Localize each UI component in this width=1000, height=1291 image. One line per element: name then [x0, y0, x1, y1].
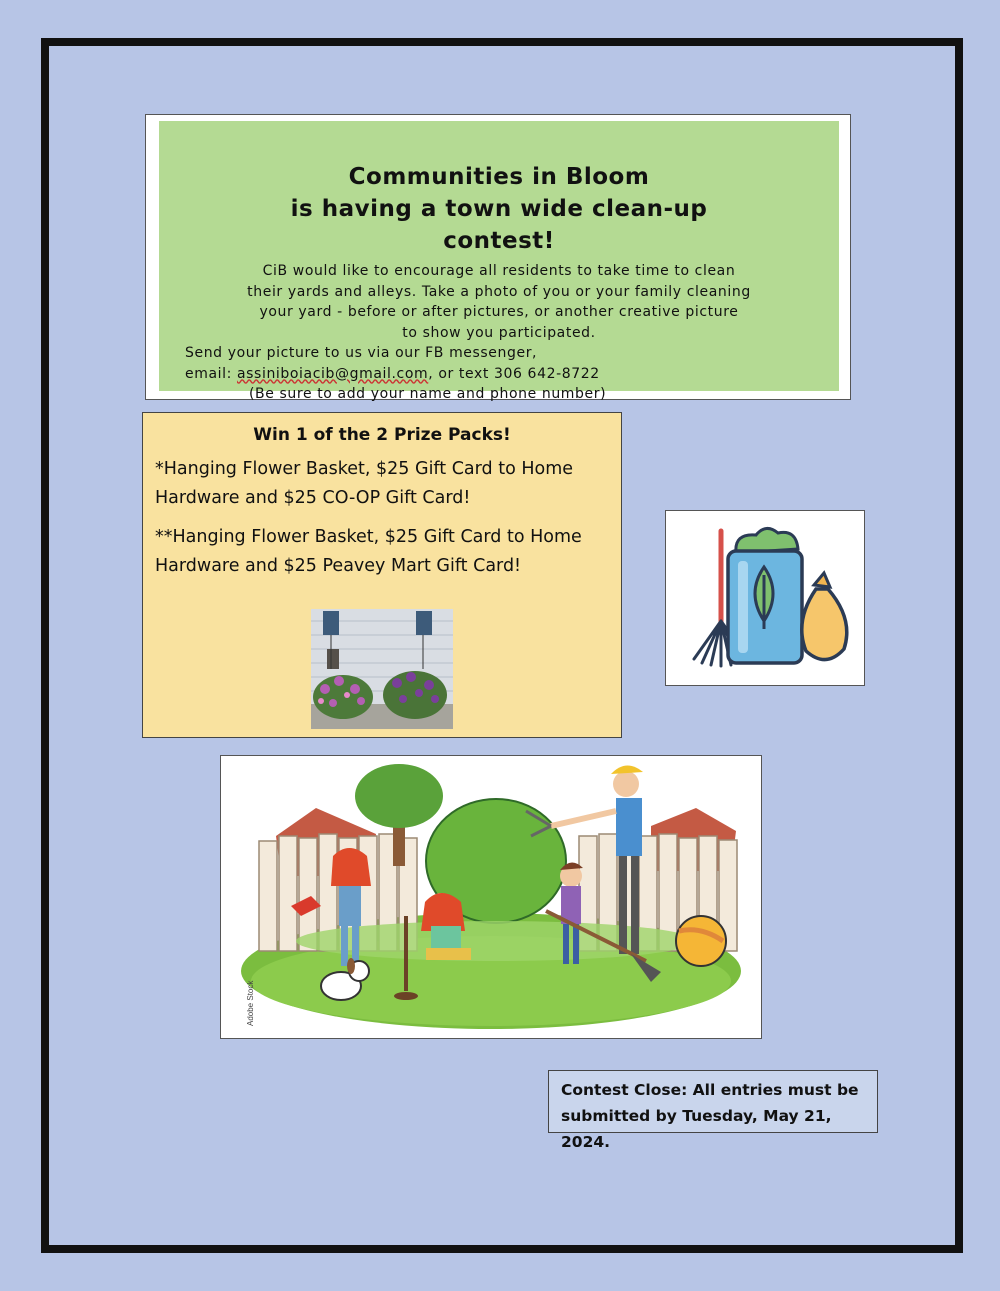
contest-banner: [145, 114, 851, 400]
banner-title: [159, 161, 839, 257]
cleanup-scene-art: [221, 756, 761, 1038]
banner-body: [159, 261, 839, 405]
phone-text: , or text 306 642-8722: [428, 365, 600, 382]
title-line-2: is having a town wide clean-up: [290, 196, 708, 222]
body-line-1: CiB would like to encourage all residents to take time to clean: [262, 263, 736, 279]
title-line-1: Communities in Bloom: [348, 164, 650, 190]
body-line-2: their yards and alleys. Take a photo of you or your family cleaning: [247, 283, 751, 300]
title-line-3: contest!: [443, 228, 555, 254]
prize-pack-1: *Hanging Flower Basket, $25 Gift Card to Home Hardware and $25 CO-OP Gift Card!: [155, 459, 574, 508]
family-yard-cleanup-illustration: [220, 755, 762, 1039]
banner-panel: [159, 121, 839, 402]
send-line: Send your picture to us via our FB messenger,: [185, 345, 538, 361]
close-line-1: Contest Close: All entries must be: [561, 1081, 859, 1099]
prize-pack-2: **Hanging Flower Basket, $25 Gift Card to Home Hardware and $25 Peavey Mart Gift Card!: [155, 527, 582, 576]
body-line-3: your yard - before or after pictures, or another creative picture: [259, 304, 739, 320]
close-line-2: submitted by Tuesday, May 21, 2024.: [561, 1107, 832, 1151]
contact-line: [159, 364, 839, 385]
cleanup-icon-card: [665, 510, 865, 686]
prize-packs-box: [142, 412, 622, 738]
name-phone-note: (Be sure to add your name and phone number): [249, 386, 607, 402]
contest-close-box: [548, 1070, 878, 1151]
email-prefix: email:: [185, 365, 237, 382]
prize-title: Win 1 of the 2 Prize Packs!: [253, 425, 511, 445]
rake-compost-bag-icon: [666, 511, 864, 685]
email-link[interactable]: assiniboiacib@gmail.com: [236, 365, 429, 382]
stock-watermark: Adobe Stock: [246, 980, 255, 1026]
body-line-4: to show you participated.: [402, 324, 596, 341]
flower-baskets-photo: [311, 609, 453, 729]
